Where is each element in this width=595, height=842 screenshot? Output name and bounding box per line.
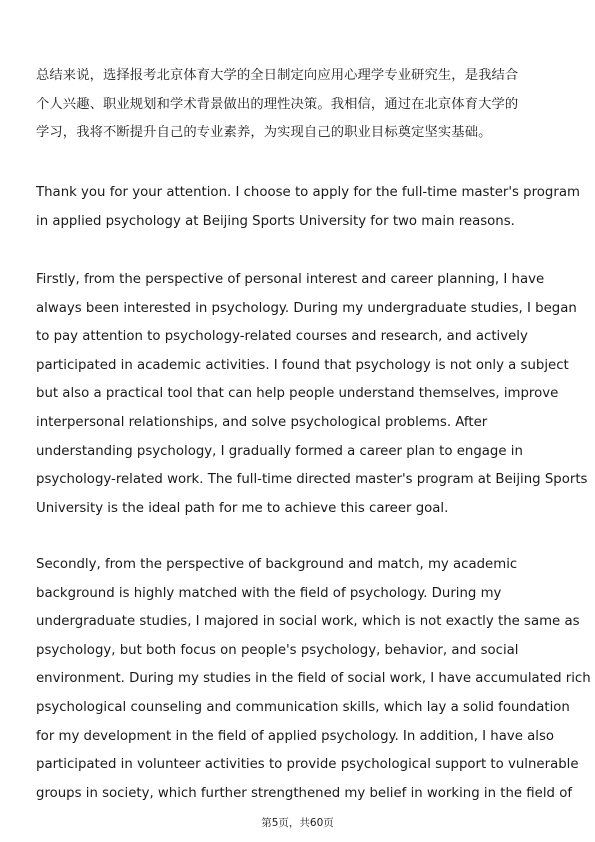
- text-line: 个人兴趣、职业规划和学术背景做出的理性决策。我相信，通过在北京体育大学的: [36, 96, 519, 112]
- text-line: Thank you for your attention. I choose to apply for the full-time master's program: [36, 185, 580, 200]
- text-line: in applied psychology at Beijing Sports University for two main reasons.: [36, 213, 515, 229]
- text-line: but also a practical tool that can help people understand themselves, improve: [36, 386, 559, 402]
- text-line: always been interested in psychology. During my undergraduate studies, I began: [36, 300, 577, 316]
- text-line: to pay attention to psychology-related courses and research, and actively: [36, 329, 528, 345]
- text-line: undergraduate studies, I majored in social work, which is not exactly the same as: [36, 614, 580, 630]
- paragraph-secondly: [36, 551, 591, 808]
- paragraph-firstly: [36, 266, 588, 523]
- text-line: participated in academic activities. I found that psychology is not only a subject: [36, 357, 569, 373]
- text-line: environment. During my studies in the field of social work, I have accumulated rich: [36, 671, 591, 687]
- text-line: 总结来说，选择报考北京体育大学的全日制定向应用心理学专业研究生，是我结合: [36, 68, 519, 83]
- text-line: interpersonal relationships, and solve psychological problems. After: [36, 414, 488, 430]
- text-line: understanding psychology, I gradually formed a career plan to engage in: [36, 443, 523, 459]
- text-line: background is highly matched with the field of psychology. During my: [36, 585, 502, 601]
- text-line: Secondly, from the perspective of background and match, my academic: [36, 557, 518, 572]
- paragraph-intro: [36, 179, 580, 236]
- text-line: groups in society, which further strengthened my belief in working in the field of: [36, 785, 573, 801]
- text-line: participated in volunteer activities to provide psychological support to vulnerable: [36, 757, 579, 773]
- text-line: 学习，我将不断提升自己的专业素养，为实现自己的职业目标奠定坚实基础。: [36, 125, 492, 141]
- text-line: psychological counseling and communication skills, which lay a solid foundation: [36, 699, 570, 715]
- text-line: psychology-related work. The full-time directed master's program at Beijing Sports: [36, 472, 588, 488]
- text-line: Firstly, from the perspective of personal interest and career planning, I have: [36, 272, 545, 287]
- text-line: University is the ideal path for me to achieve this career goal.: [36, 500, 449, 516]
- paragraph-chinese-summary: [36, 62, 566, 148]
- text-line: for my development in the field of applied psychology. In addition, I have also: [36, 728, 555, 744]
- page-number: 第5页，共60页: [261, 817, 334, 829]
- text-line: psychology, but both focus on people's psychology, behavior, and social: [36, 642, 519, 658]
